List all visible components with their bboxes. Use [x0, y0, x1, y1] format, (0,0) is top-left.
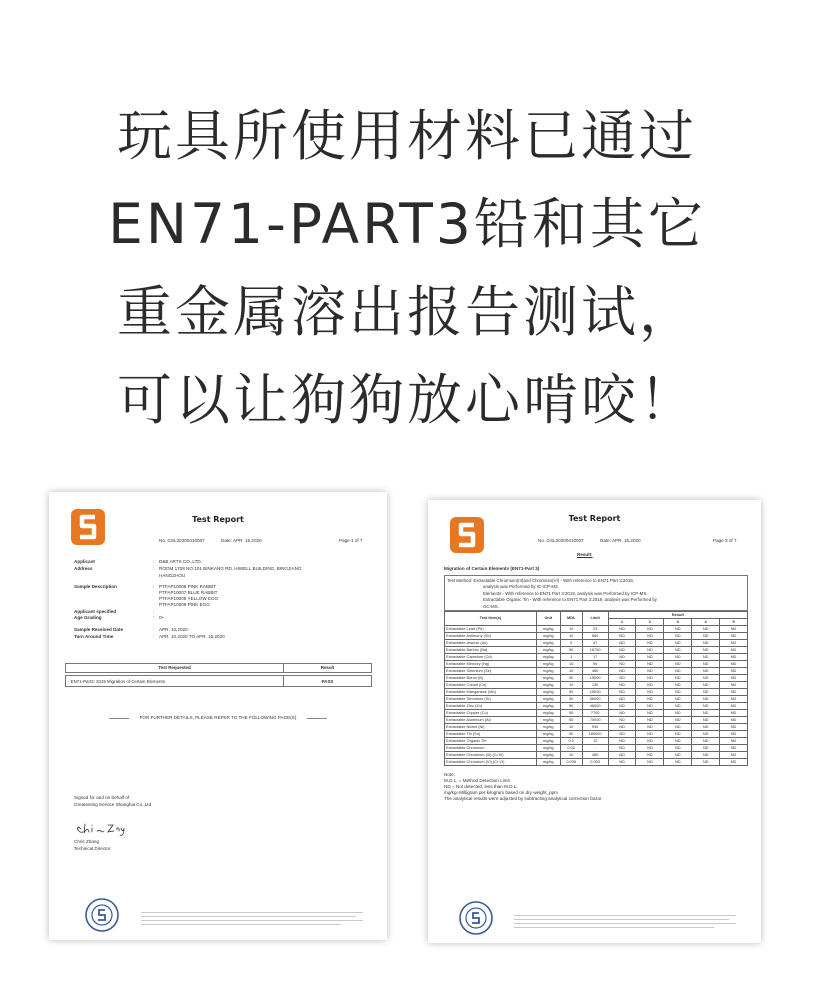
table-cell: ND — [692, 682, 720, 689]
table-cell: ND — [720, 654, 748, 661]
table-cell: ND — [608, 703, 636, 710]
report-title: Test Report — [192, 515, 244, 524]
field-colon: : — [153, 559, 155, 564]
table-cell: Extractable Chromium (III) (Cr III) — [445, 752, 537, 759]
fine-print — [514, 927, 714, 928]
table-cell: 70000 — [582, 717, 608, 724]
table-cell: ND — [636, 724, 664, 731]
table-cell: mg/kg — [536, 731, 560, 738]
table-cell: Extractable Strontium (Sr) — [445, 696, 537, 703]
table-cell: ND — [636, 682, 664, 689]
table-cell: ND — [664, 717, 692, 724]
headline-line-3: 重金属溶出报告测试， — [116, 280, 697, 344]
field-colon: : — [153, 609, 155, 614]
fine-print — [141, 920, 363, 921]
note-line: ND = Not detected, less than M.D.L. — [444, 784, 518, 789]
table-row — [445, 647, 748, 654]
table-cell: ND — [664, 745, 692, 752]
method-line: Elements - With reference to EN71 Part 3:2019, analysis was Performed by ICP-MS. — [483, 590, 648, 596]
divider — [109, 718, 129, 719]
page-number: Page 3 of 7 — [713, 538, 737, 543]
table-cell: ND — [692, 626, 720, 633]
table-row — [445, 724, 748, 731]
field-value: ROOM 1708 NO.101 BINKANG RD. HIWELL BUILDING, BINGJIANG — [159, 566, 302, 571]
field-colon: : — [153, 627, 155, 632]
table-cell: 0.053 — [582, 759, 608, 766]
table-cell: ND — [720, 682, 748, 689]
table-cell: ND — [692, 633, 720, 640]
fine-print — [141, 916, 356, 917]
table-cell: 50 — [560, 647, 582, 654]
table-row — [445, 710, 748, 717]
table-cell: ND — [692, 689, 720, 696]
test-table-header — [65, 663, 372, 673]
field-value: PTFAP10006 PINK RABBIT — [159, 584, 217, 589]
table-cell: 10 — [560, 661, 582, 668]
table-cell: mg/kg — [536, 738, 560, 745]
table-cell: ND — [636, 626, 664, 633]
table-cell: mg/kg — [536, 710, 560, 717]
table-cell: ND — [720, 675, 748, 682]
table-cell: ND — [664, 724, 692, 731]
table-cell: ND — [720, 724, 748, 731]
field-colon: : — [153, 615, 155, 620]
table-cell: Extractable Antimony (Sb) — [445, 633, 537, 640]
table-cell: mg/kg — [536, 682, 560, 689]
table-cell: ND — [636, 640, 664, 647]
table-cell: ND — [692, 668, 720, 675]
table-cell: 50 — [560, 696, 582, 703]
note-line: M.D.L. = Method Detection Limit — [444, 778, 510, 783]
headline-line-1: 玩具所使用材料已通过 — [116, 104, 697, 168]
table-cell: ND — [608, 626, 636, 633]
table-row — [445, 640, 748, 647]
table-cell: mg/kg — [536, 640, 560, 647]
table-cell: ND — [720, 661, 748, 668]
table-cell: 47 — [582, 640, 608, 647]
table-cell: mg/kg — [536, 752, 560, 759]
field-label: Address — [74, 566, 93, 571]
lab-seal-icon — [458, 900, 494, 936]
test-report-page-3 — [428, 500, 761, 943]
table-cell: ND — [720, 640, 748, 647]
table-cell: 50 — [560, 675, 582, 682]
table-cell: ND — [636, 731, 664, 738]
lab-seal-icon — [84, 897, 120, 933]
table-cell: ND — [608, 724, 636, 731]
table-cell: ND — [692, 675, 720, 682]
result-group-header: Result — [608, 612, 747, 619]
table-cell: ND — [608, 668, 636, 675]
table-cell: 94 — [582, 661, 608, 668]
table-cell: ND — [636, 710, 664, 717]
method-line: Test Method: Extractable Chromium(III)and Chromium(VI) - With reference to EN71 Part 3:2019, — [447, 578, 634, 583]
table-cell: ND — [608, 640, 636, 647]
note-line: mg/kg=Milligram per kilogram based on dry weight_ppm — [444, 790, 559, 795]
table-cell: ND — [692, 752, 720, 759]
table-cell: 15000 — [582, 689, 608, 696]
table-cell: ND — [664, 661, 692, 668]
table-cell: ND — [664, 703, 692, 710]
signed-on-behalf: Signed for and on behalf of — [74, 795, 130, 800]
table-row — [445, 703, 748, 710]
table-cell: ND — [636, 738, 664, 745]
test-report-page-1 — [49, 492, 387, 940]
table-header-row — [445, 612, 748, 619]
table-cell: Extractable Aluminum (Al) — [445, 717, 537, 724]
table-cell: mg/kg — [536, 703, 560, 710]
field-value: PTFAP10007 BLUE RABBIT — [159, 590, 218, 595]
table-row — [445, 717, 748, 724]
table-cell: mg/kg — [536, 675, 560, 682]
table-cell: 10 — [560, 626, 582, 633]
report-title: Test Report — [568, 514, 621, 523]
table-cell: ND — [608, 661, 636, 668]
table-cell: ND — [664, 682, 692, 689]
fine-print — [514, 915, 736, 916]
table-cell: ND — [608, 654, 636, 661]
table-cell: ND — [636, 633, 664, 640]
table-cell: mg/kg — [536, 745, 560, 752]
table-cell: Extractable Barium (Ba) — [445, 647, 537, 654]
table-cell: mg/kg — [536, 689, 560, 696]
table-row — [445, 731, 748, 738]
table-cell: 930 — [582, 724, 608, 731]
table-cell: ND — [608, 731, 636, 738]
table-cell: ND — [636, 703, 664, 710]
table-cell: 460 — [582, 752, 608, 759]
field-label: Age Grading — [74, 615, 102, 620]
table-cell: ND — [664, 752, 692, 759]
table-cell: ND — [608, 689, 636, 696]
table-cell: 180000 — [582, 731, 608, 738]
table-cell: 10 — [560, 752, 582, 759]
table-cell: 7700 — [582, 710, 608, 717]
table-cell: ND — [664, 633, 692, 640]
table-cell: ND — [608, 738, 636, 745]
table-cell: ND — [720, 745, 748, 752]
table-cell: ND — [664, 640, 692, 647]
table-cell: ND — [636, 689, 664, 696]
field-label: Sample Received Date — [74, 627, 124, 632]
table-row — [445, 738, 748, 745]
table-cell: 5 — [560, 640, 582, 647]
column-header: Limit — [582, 612, 608, 626]
table-cell: ND — [720, 696, 748, 703]
headline — [0, 92, 814, 444]
table-cell: 46000 — [582, 703, 608, 710]
field-value: PTFAP10008 YELLOW EGG — [159, 596, 219, 601]
column-header: 3 — [664, 619, 692, 626]
note-line: The analytical results were adjusted by subtracting analytical correction factor — [444, 796, 602, 801]
table-cell: Extractable Arsenic (As) — [445, 640, 537, 647]
fine-print — [514, 923, 736, 924]
field-label: Applicant specified — [74, 609, 117, 614]
table-cell: ND — [636, 745, 664, 752]
table-cell: 12 — [582, 738, 608, 745]
table-cell: ND — [664, 675, 692, 682]
table-cell: 10 — [560, 633, 582, 640]
table-cell: 50 — [560, 689, 582, 696]
table-cell: 50 — [560, 717, 582, 724]
table-cell: ND — [692, 731, 720, 738]
table-cell: Extractable Manganese (Mn) — [445, 689, 537, 696]
table-cell: ND — [608, 633, 636, 640]
table-cell: ND — [636, 668, 664, 675]
method-line: GC-MS. — [483, 603, 499, 609]
table-cell: Extractable Chromium (VI) (Cr VI) — [445, 759, 537, 766]
table-cell: ND — [608, 696, 636, 703]
field-value: PTFAP10009 PINK EGG — [159, 602, 210, 607]
table-cell: ND — [636, 759, 664, 766]
table-cell: - — [582, 745, 608, 752]
table-cell: ND — [636, 647, 664, 654]
column-header: MDL — [560, 612, 582, 626]
section-title: Migration of Certain Elements (EN71-Part 3) — [444, 566, 540, 571]
field-value: HANGZHOU — [159, 573, 186, 578]
table-cell: ND — [664, 647, 692, 654]
test-requested-header: Test Requested — [66, 664, 284, 672]
table-cell: ND — [720, 738, 748, 745]
field-label: Applicant — [74, 559, 95, 564]
table-cell: ND — [664, 696, 692, 703]
table-cell: 0.005 — [560, 759, 582, 766]
report-number: No. GSL20200410007 — [159, 538, 205, 543]
table-cell: ND — [692, 738, 720, 745]
table-cell: ND — [692, 710, 720, 717]
table-cell: ND — [692, 759, 720, 766]
table-cell: ND — [608, 752, 636, 759]
pass-result: PASS — [321, 679, 334, 684]
test-method-box — [444, 575, 748, 611]
results-table-body — [445, 626, 748, 766]
table-cell: mg/kg — [536, 626, 560, 633]
table-cell: ND — [720, 633, 748, 640]
table-cell: 0.2 — [560, 738, 582, 745]
table-cell: ND — [636, 675, 664, 682]
column-header: 4 — [692, 619, 720, 626]
column-header: Test Item(s) — [445, 612, 537, 626]
further-details-note: FOR FURTHER DETAILS, PLEASE REFER TO THE FOLLOWING PAGE(S) — [139, 715, 297, 720]
table-cell: 50 — [560, 731, 582, 738]
table-row — [445, 661, 748, 668]
table-cell: ND — [608, 717, 636, 724]
table-cell: ND — [608, 745, 636, 752]
table-cell: ND — [692, 703, 720, 710]
table-cell: 10 — [560, 724, 582, 731]
table-row — [445, 696, 748, 703]
note-line: Note: — [444, 772, 455, 777]
table-cell: ND — [720, 689, 748, 696]
table-row — [445, 752, 748, 759]
page-number: Page 1 of 7 — [339, 538, 363, 543]
table-cell: ND — [664, 668, 692, 675]
table-cell: ND — [692, 640, 720, 647]
column-header: 2 — [636, 619, 664, 626]
table-cell: Extractable Copper (Cu) — [445, 710, 537, 717]
field-colon: : — [153, 584, 155, 589]
table-cell: mg/kg — [536, 696, 560, 703]
table-cell: mg/kg — [536, 647, 560, 654]
divider — [307, 718, 327, 719]
table-cell: 15000 — [582, 675, 608, 682]
table-cell: ND — [636, 717, 664, 724]
table-cell: ND — [720, 731, 748, 738]
table-row — [445, 682, 748, 689]
table-cell: Extractable Cobalt (Co) — [445, 682, 537, 689]
table-cell: ND — [608, 647, 636, 654]
table-cell: ND — [664, 738, 692, 745]
table-cell: ND — [664, 731, 692, 738]
table-cell: Extractable Selenium (Se) — [445, 668, 537, 675]
table-row — [445, 626, 748, 633]
table-cell: ND — [720, 710, 748, 717]
results-table — [444, 611, 748, 766]
result-label: Result: — [577, 552, 593, 557]
table-cell: 18750 — [582, 647, 608, 654]
table-cell: 56000 — [582, 696, 608, 703]
table-cell: ND — [692, 654, 720, 661]
signature-icon — [73, 819, 135, 837]
field-label: Turn Around Time — [74, 634, 114, 639]
table-cell: ND — [692, 745, 720, 752]
table-cell: mg/kg — [536, 717, 560, 724]
table-cell: mg/kg — [536, 654, 560, 661]
fine-print — [141, 924, 341, 925]
table-cell: ND — [720, 759, 748, 766]
table-cell: Extractable Cadmium (Cd) — [445, 654, 537, 661]
table-cell: ND — [636, 752, 664, 759]
table-row — [445, 654, 748, 661]
company-name: Greatesting Service Shanghai Co.,Ltd — [74, 802, 152, 807]
table-cell: ND — [664, 759, 692, 766]
report-number: No. GSL20200410007 — [538, 538, 584, 543]
table-cell: ND — [636, 696, 664, 703]
table-row — [445, 689, 748, 696]
table-cell: Extractable Nickel (Ni) — [445, 724, 537, 731]
fine-print — [514, 919, 729, 920]
table-cell: 560 — [582, 633, 608, 640]
field-value: APR. 10,2020 — [159, 627, 188, 632]
column-header: Unit — [536, 612, 560, 626]
headline-line-2: EN71-PART3铅和其它 — [108, 192, 706, 256]
method-line: Extractable Organic Tin - With reference to EN71 Part 3:2019, analysis was Performed by — [483, 597, 657, 603]
test-requested-value: - EN71-Part3: 2019 Migration of Certain Elements — [66, 676, 284, 686]
table-cell: ND — [692, 661, 720, 668]
table-cell: Extractable Organic Tin — [445, 738, 537, 745]
table-cell: ND — [692, 696, 720, 703]
table-cell: 0.02 — [560, 745, 582, 752]
table-cell: ND — [720, 752, 748, 759]
table-cell: ND — [664, 626, 692, 633]
table-cell: ND — [636, 661, 664, 668]
table-cell: 50 — [560, 703, 582, 710]
table-cell: 10 — [560, 668, 582, 675]
table-cell: ND — [608, 682, 636, 689]
table-cell: ND — [720, 717, 748, 724]
table-row — [445, 675, 748, 682]
field-colon: : — [153, 634, 155, 639]
table-cell: 17 — [582, 654, 608, 661]
table-cell: Extractable Chromium — [445, 745, 537, 752]
fine-print — [141, 912, 363, 913]
table-row — [445, 633, 748, 640]
field-value: 0+ — [159, 615, 165, 620]
table-cell: ND — [664, 654, 692, 661]
table-cell: Extractable Tin (Sn) — [445, 731, 537, 738]
table-cell: mg/kg — [536, 668, 560, 675]
table-cell: 23 — [582, 626, 608, 633]
field-value: APR. 10,2020 TO APR. 15,2020 — [159, 634, 225, 639]
table-row — [445, 668, 748, 675]
table-cell: ND — [664, 689, 692, 696]
table-cell: ND — [720, 626, 748, 633]
table-cell: 1 — [560, 654, 582, 661]
table-cell: 130 — [582, 682, 608, 689]
method-line: analysis was Performed by IC-ICP-MS. — [483, 584, 560, 590]
field-label: Sample Description — [74, 584, 117, 589]
table-cell: 460 — [582, 668, 608, 675]
table-cell: 10 — [560, 682, 582, 689]
column-header: 5 — [720, 619, 748, 626]
table-cell: Extractable Boron (B) — [445, 675, 537, 682]
table-cell: ND — [608, 759, 636, 766]
signer-title: Technical Director — [74, 846, 111, 851]
table-cell: Extractable Mercury (Hg) — [445, 661, 537, 668]
table-cell: 50 — [560, 710, 582, 717]
table-cell: Extractable Lead (Pb) — [445, 626, 537, 633]
table-row — [445, 759, 748, 766]
table-cell: ND — [692, 647, 720, 654]
headline-line-4: 可以让狗狗放心啃咬！ — [116, 368, 697, 432]
table-cell: mg/kg — [536, 724, 560, 731]
table-cell: ND — [608, 710, 636, 717]
table-cell: ND — [720, 703, 748, 710]
report-date: Date: APR. 15,2020 — [600, 538, 641, 543]
table-cell: ND — [692, 717, 720, 724]
test-table-row — [65, 675, 372, 687]
result-header: Result — [320, 665, 335, 670]
field-value: D&B ARTS CO.,LTD. — [159, 559, 202, 564]
table-cell: mg/kg — [536, 661, 560, 668]
table-cell: ND — [692, 724, 720, 731]
table-cell: ND — [720, 668, 748, 675]
table-cell: ND — [608, 675, 636, 682]
column-header: 1 — [608, 619, 636, 626]
signer-name: Chris Zhang — [74, 839, 100, 844]
table-cell: mg/kg — [536, 633, 560, 640]
table-cell: mg/kg — [536, 759, 560, 766]
report-date: Date: APR. 15,2020 — [221, 538, 262, 543]
field-colon: : — [153, 566, 155, 571]
table-cell: ND — [664, 710, 692, 717]
table-cell: Extractable Zinc (Zn) — [445, 703, 537, 710]
table-cell: ND — [636, 654, 664, 661]
table-cell: ND — [720, 647, 748, 654]
table-row — [445, 745, 748, 752]
